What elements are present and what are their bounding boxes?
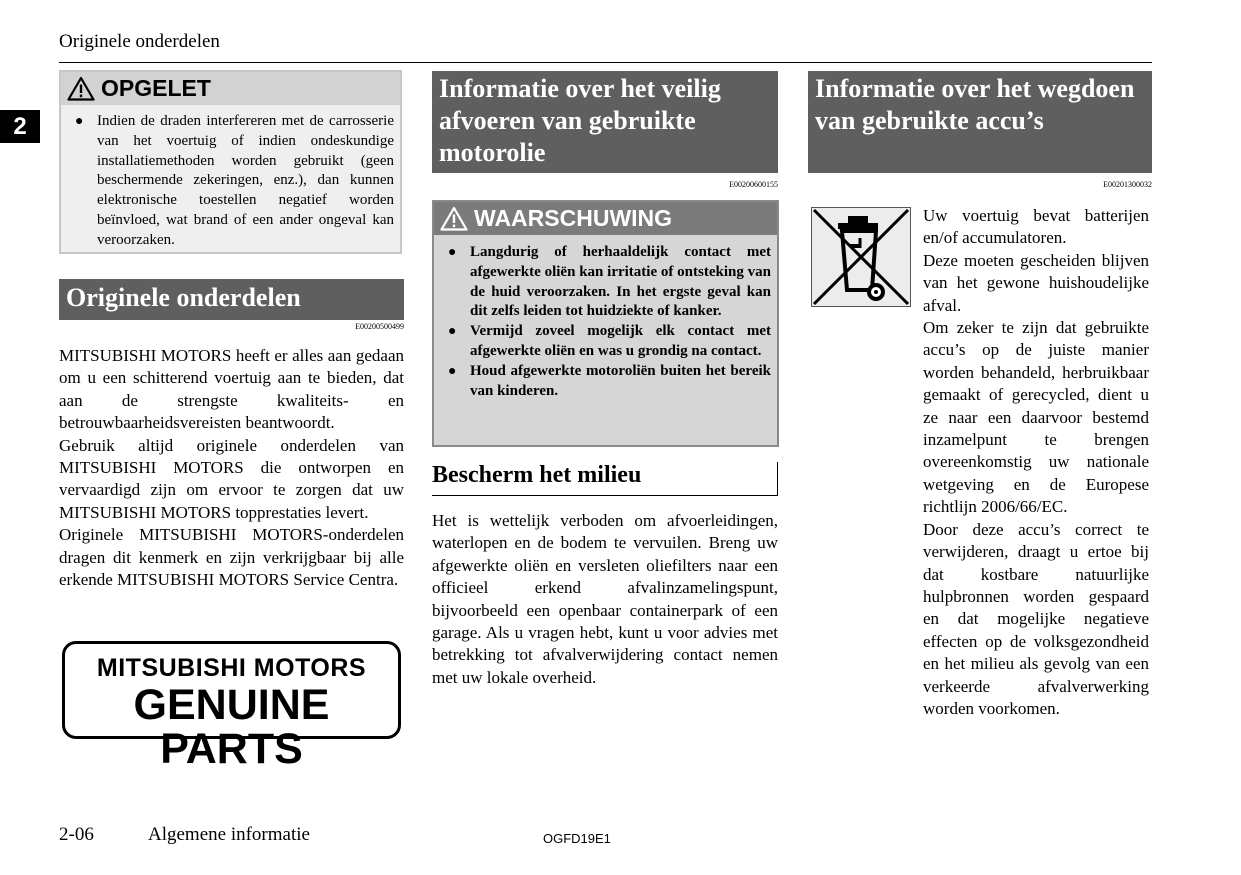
section-title: Originele onderdelen	[66, 283, 301, 312]
section-title-bar	[59, 279, 404, 320]
caution-label: OPGELET	[101, 75, 211, 101]
warning-text: Langdurig of herhaaldelijk contact met afgewerkte oliën kan irritatie of ontsteking van de huid veroorzaken. In het ergste geval kan dit zelfs leiden tot huidziekte of kanker.	[470, 244, 771, 320]
warning-header	[434, 202, 777, 235]
paragraph: Het is wettelijk verboden om afvoerleidingen, waterlopen en de bodem te vervuilen. Breng uw afgewerkte oliën en versleten oliefilters naar een officieel erkend afvalinzamelingspunt, bijvoorbeeld een openbaar containerpark of een garage. Als u vragen hebt, kunt u voor advies met betrekking tot afvalverwijdering contact nemen met uw lokale overheid.	[432, 511, 778, 687]
chapter-tab: 2	[0, 110, 40, 143]
paragraph: Gebruik altijd originele onderdelen van MITSUBISHI MOTORS die ontworpen en vervaardigd zijn om ervoor te zorgen dat uw MITSUBISHI MOTORS topprestaties levert.	[59, 435, 404, 522]
document-code: OGFD19E1	[543, 831, 611, 846]
paragraph: Door deze accu’s correct te verwijderen, draagt u ertoe bij dat kostbare natuurlijke hulpbronnen worden gespaard en dat mogelijke negatieve effecten op de volksgezondheid en het milieu als gevolg van een verkeerde afvalverwerking worden voorkomen.	[923, 519, 1149, 718]
paragraph: Uw voertuig bevat batterijen en/of accumulatoren.	[923, 206, 1149, 248]
caution-header	[61, 72, 400, 105]
bullet-icon: ●	[448, 245, 457, 260]
page-number: 2-06	[59, 824, 94, 845]
subsection-title: Bescherm het milieu	[432, 462, 778, 496]
header-rule	[59, 62, 1152, 63]
list-item	[61, 105, 400, 251]
warning-label: WAARSCHUWING	[474, 205, 673, 231]
list-item	[434, 322, 777, 362]
section-title: Informatie over het wegdoen van gebruikte accu’s	[815, 74, 1135, 135]
section-title-bar	[432, 71, 778, 173]
caution-box	[59, 70, 402, 254]
paragraph: Om zeker te zijn dat gebruikte accu’s op de juiste manier worden behandeld, herbruikbaar gemaakt of gerecycled, dient u ze naar een daarvoor bestemd inzamelpunt te brengen overeenkomstig uw nationale wetgeving en de Europese richtlijn 2006/66/EC.	[923, 318, 1149, 517]
crossed-bin-icon	[811, 207, 911, 307]
logo-line-1: MITSUBISHI MOTORS	[96, 654, 367, 682]
paragraph: MITSUBISHI MOTORS heeft er alles aan gedaan om u een schitterend voertuig aan te bieden, dat aan de strengste kwaliteits- en betrouwbaarheidsvereisten beantwoordt.	[59, 346, 404, 433]
warning-list	[434, 235, 777, 401]
section-body	[923, 205, 1149, 720]
warning-text: Houd afgewerkte motoroliën buiten het bereik van kinderen.	[470, 362, 771, 399]
chapter-title: Algemene informatie	[148, 824, 310, 845]
warning-triangle-icon	[67, 76, 95, 101]
bullet-icon: ●	[75, 114, 84, 129]
bullet-icon: ●	[448, 363, 457, 379]
section-title-bar	[808, 71, 1152, 173]
section-code: E00201300032	[1103, 180, 1152, 189]
bullet-icon: ●	[448, 324, 457, 340]
warning-text: Vermijd zoveel mogelijk elk contact met afgewerkte oliën en was u grondig na contact.	[470, 323, 771, 359]
running-header: Originele onderdelen	[59, 31, 220, 52]
caution-text: Indien de draden interfereren met de carrosserie van het voertuig of indien ondeskundige installatiemethoden worden gebruikt (geen beschermende zekeringen, enz.), dan kunnen elektronische toestellen negatief worden beïnvloed, wat brand of een ander ongeval kan veroorzaken.	[97, 113, 394, 248]
list-item	[434, 362, 777, 402]
section-body	[59, 345, 404, 591]
section-body	[432, 510, 778, 689]
paragraph: Deze moeten gescheiden blijven van het gewone huishoudelijke afval.	[923, 250, 1149, 315]
paragraph: Originele MITSUBISHI MOTORS-onderdelen dragen dit kenmerk en zijn verkrijgbaar bij alle erkende MITSUBISHI MOTORS Service Centra.	[59, 525, 404, 590]
section-code: E00200600155	[729, 180, 778, 189]
warning-box	[432, 200, 779, 447]
logo-line-2: GENUINE PARTS	[133, 681, 330, 773]
genuine-parts-logo	[62, 641, 401, 773]
section-code: E00200500499	[355, 322, 404, 331]
warning-triangle-icon	[440, 206, 468, 231]
crossed-bin-graphic	[812, 208, 910, 306]
list-item	[434, 243, 777, 322]
section-title: Informatie over het veilig afvoeren van gebruikte motorolie	[439, 74, 721, 167]
